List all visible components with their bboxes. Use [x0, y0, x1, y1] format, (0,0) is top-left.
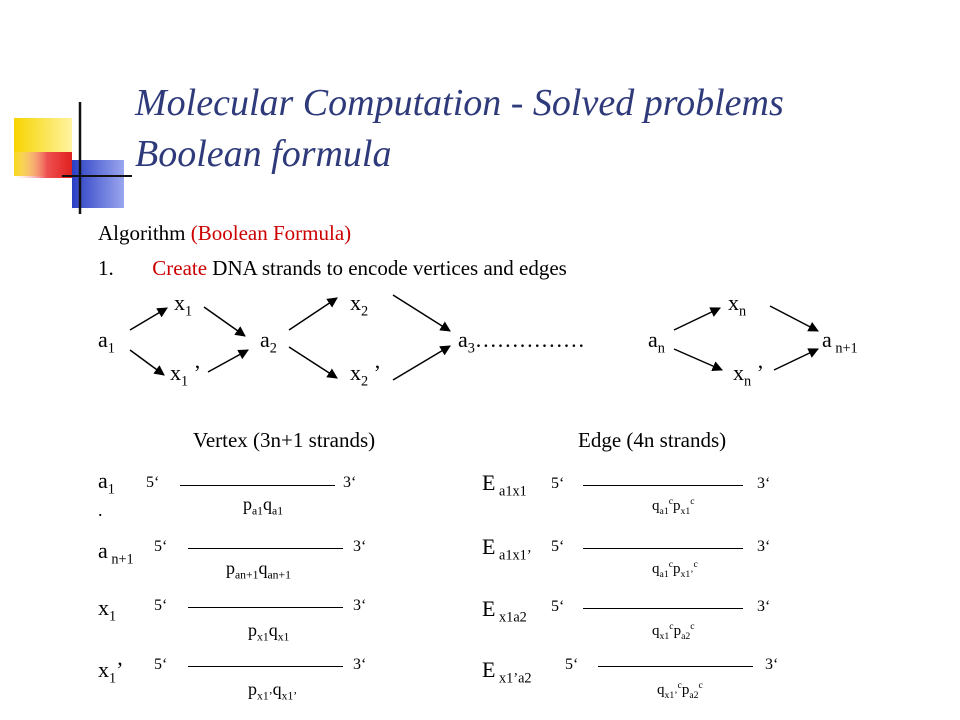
strand-seq-an1: $p_{an+1}q_{an+1}$: [226, 558, 291, 582]
strand-line: [188, 666, 343, 667]
page-subtitle: Boolean formula: [135, 133, 392, 175]
three-prime-end: 3‘: [765, 656, 779, 673]
three-prime-end: 3‘: [343, 474, 357, 491]
edge-a2-x2p: [289, 347, 337, 378]
three-prime-end: 3‘: [757, 598, 771, 615]
strand-line: [583, 485, 743, 486]
edge-x2p-a3: [393, 346, 450, 380]
strand-line: [188, 607, 343, 608]
five-prime-end: 5‘: [551, 538, 565, 555]
node-xn: $x_n$: [728, 290, 747, 320]
vertex-label-an1: a $_{n+1}$: [98, 538, 134, 568]
vertex-label-x1p: $x_1$’: [98, 657, 124, 687]
five-prime-end: 5‘: [154, 538, 168, 555]
edge-seq-x1a2: $q_{x1}^cp_{a2}^c$: [652, 621, 695, 642]
node-a1: $a_1$: [98, 327, 115, 357]
vertex-label-a1: $a_1$: [98, 468, 115, 498]
vertex-ellipsis: .: [98, 500, 103, 520]
strand-line: [583, 608, 743, 609]
five-prime-end: 5‘: [154, 597, 168, 614]
vertex-label-x1: $x_1$: [98, 595, 117, 625]
edge-xnp-an1: [774, 349, 818, 370]
edge-seq-x1pa2: $q_{x1’}^cp_{a2}^c$: [657, 680, 703, 701]
strand-line: [180, 485, 335, 486]
five-prime-end: 5‘: [551, 475, 565, 492]
node-x1-prime: $x_1$ ’: [170, 360, 201, 390]
strand-line: [583, 548, 743, 549]
edge-seq-a1x1p: $q_{a1}^cp_{x1’}^c$: [652, 559, 698, 580]
node-an1: a $_{n+1}$: [822, 327, 858, 357]
edge-seq-a1x1: $q_{a1}^cp_{x1}^c$: [652, 496, 695, 517]
edge-label-a1x1: E $_{a1x1}$: [482, 470, 527, 500]
node-a2: $a_2$: [260, 327, 277, 357]
three-prime-end: 3‘: [353, 656, 367, 673]
node-x1: $x_1$: [174, 290, 193, 320]
edge-label-x1pa2: E $_{x1’a2}$: [482, 657, 532, 687]
strand-seq-x1p: $p_{x1’}q_{x1’}$: [248, 679, 298, 703]
five-prime-end: 5‘: [565, 656, 579, 673]
edge-an-xn: [674, 308, 720, 330]
five-prime-end: 5‘: [146, 474, 160, 491]
edge-a2-x2: [289, 298, 337, 330]
node-xn-prime: $x_n$ ’: [733, 360, 764, 390]
three-prime-end: 3‘: [353, 538, 367, 555]
strand-line: [598, 666, 753, 667]
three-prime-end: 3‘: [353, 597, 367, 614]
node-x2-prime: $x_2$ ’: [350, 360, 381, 390]
edge-an-xnp: [674, 349, 722, 370]
edge-header: Edge (4n strands): [578, 428, 727, 452]
edge-x2-a3: [393, 295, 450, 331]
edge-a1-x1: [130, 308, 167, 330]
page-title: Molecular Computation - Solved problems: [135, 82, 784, 124]
step-1: 1. Create DNA strands to encode vertices and edges: [98, 256, 567, 280]
edge-xn-an1: [770, 306, 818, 331]
vertex-header: Vertex (3n+1 strands): [193, 428, 376, 452]
node-x2: $x_2$: [350, 290, 369, 320]
node-an: $a_n$: [648, 327, 665, 357]
three-prime-end: 3‘: [757, 475, 771, 492]
five-prime-end: 5‘: [551, 598, 565, 615]
edge-a1-x1p: [130, 350, 164, 375]
strand-seq-a1: $p_{a1}q_{a1}$: [243, 494, 284, 518]
algorithm-heading: Algorithm (Boolean Formula): [98, 221, 352, 245]
five-prime-end: 5‘: [154, 656, 168, 673]
edge-x1p-a2: [208, 350, 248, 372]
edge-x1-a2: [204, 307, 245, 336]
strand-seq-x1: $p_{x1}q_{x1}$: [248, 620, 290, 644]
strand-line: [188, 548, 343, 549]
three-prime-end: 3‘: [757, 538, 771, 555]
edge-label-a1x1p: E $_{a1x1’}$: [482, 534, 532, 564]
edge-label-x1a2: E $_{x1a2}$: [482, 596, 527, 626]
node-a3: $a_3\dots\dots\dots\dots\dots$: [458, 327, 585, 357]
